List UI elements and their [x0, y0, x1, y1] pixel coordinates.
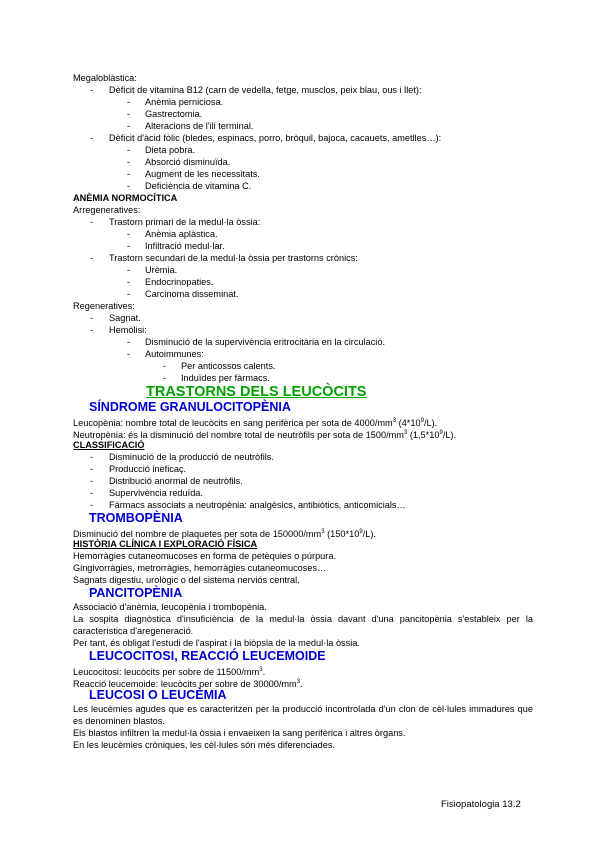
historia-heading: HISTÒRIA CLÍNICA I EXPLORACIÓ FÍSICA	[73, 539, 258, 549]
list-item: - Disminució de la supervivència eritrocitària en la circulació.	[127, 337, 385, 347]
bullet-secundari: - Trastorn secundari de la medul·la òssia per trastorns crònics:	[90, 253, 358, 263]
sgc-heading: SÍNDROME GRANULOCITOPÈNIA	[89, 400, 291, 414]
bullet-b12: - Dèficit de vitamina B12 (carn de vedella, fetge, musclos, peix blau, ous i llet):	[90, 85, 422, 95]
list-item: - Deficiència de vitamina C.	[127, 181, 252, 191]
historia-line: Gingivorràgies, metrorràgies, hemorràgies cutaneomucoses…	[73, 563, 327, 573]
list-item: - Autoimmunes:	[127, 349, 204, 359]
list-item: - Anèmia aplàstica.	[127, 229, 218, 239]
pancitopenia-paragraph: La sospita diagnòstica d'insuficiència de la medul·la òssia davant d'una pancitopènia s'estableix per la característica d'aregeneració.	[73, 614, 533, 636]
leucosi-heading: LEUCOSI O LEUCÈMIA	[89, 688, 227, 702]
list-item: - Urèmia.	[127, 265, 178, 275]
leucocitosi-heading: LEUCOCITOSI, REACCIÓ LEUCEMOIDE	[89, 649, 326, 663]
list-item: - Per anticossos calents.	[163, 361, 276, 371]
classificacio-heading: CLASSIFICACIÓ	[73, 440, 145, 450]
arregeneratives-label: Arregeneratives:	[73, 205, 141, 215]
megaloblastica-label: Megaloblàstica:	[73, 73, 137, 83]
pancitopenia-line: Per tant, és obligat l'estudi de l'aspirat i la biòpsia de la medul·la òssia.	[73, 638, 360, 648]
list-item: - Supervivència reduïda.	[90, 488, 203, 498]
list-item: - Absorció disminuïda.	[127, 157, 231, 167]
trombopenia-line: Disminució del nombre de plaquetes per sota de $150000/mm^3$ $(150*10^9/L)$.	[73, 529, 376, 540]
list-item: - Fàrmacs associats a neutropènia: analgèsics, antibiòtics, anticomicials…	[90, 500, 406, 510]
list-item: - Disminució de la producció de neutròfils.	[90, 452, 274, 462]
list-item: - Dieta pobra.	[127, 145, 196, 155]
leucosi-line: Els blastos infiltren la medul·la òssia i envaeixen la sang perifèrica i altres òrgans.	[73, 728, 406, 738]
leucocitosi-line: Leucocitosi: leucòcits per sobre de $11500/mm^3$.	[73, 667, 266, 678]
historia-line: Hemorràgies cutaneomucoses en forma de petèquies o púrpura.	[73, 551, 337, 561]
list-item: - Gastrectomia.	[127, 109, 203, 119]
leucopenia-line: Leucopènia: nombre total de leucòcits en sang perifèrica per sota de $4000/mm^3$ $(4*10^9/L)$.	[73, 418, 438, 429]
list-item: - Distribució anormal de neutròfils.	[90, 476, 243, 486]
page-footer: Fisiopatologia 13.2	[441, 799, 521, 810]
reaccio-line: Reacció leucemoide: leucòcits per sobre de $30000/mm^3$.	[73, 679, 303, 690]
list-item: - Alteracions de l'ili terminal.	[127, 121, 254, 131]
historia-line: Sagnats digestiu, urològic o del sistema nerviós central.	[73, 575, 300, 585]
leucosi-line: En les leucèmies cròniques, les cèl·lules són més diferenciades.	[73, 740, 335, 750]
list-item: - Anèmia perniciosa.	[127, 97, 224, 107]
normocitica-heading: ANÈMIA NORMOCÍTICA	[73, 193, 178, 203]
regeneratives-label: Regeneratives:	[73, 301, 135, 311]
list-item: - Infiltració medul·lar.	[127, 241, 225, 251]
list-item: - Carcinoma disseminat.	[127, 289, 239, 299]
bullet-sagnat: - Sagnat.	[90, 313, 141, 323]
document-body	[73, 72, 533, 751]
neutropenia-line: Neutropènia: és la disminució del nombre total de neutròfils per sota de $1500/mm^3$ $(1,5*10^9/L)$.	[73, 430, 457, 441]
section-title: TRASTORNS DELS LEUCÒCITS	[146, 384, 367, 400]
bullet-primari: - Trastorn primari de la medul·la òssia:	[90, 217, 261, 227]
bullet-folic: - Dèficit d'àcid fòlic (bledes, espinacs, porro, bròquil, bajoca, cacauets, ametlles…):	[90, 133, 442, 143]
list-item: - Induïdes per fàrmacs.	[163, 373, 270, 383]
list-item: - Augment de les necessitats.	[127, 169, 260, 179]
list-item: - Producció ineficaç.	[90, 464, 187, 474]
pancitopenia-line: Associació d'anèmia, leucopènia i trombopènia.	[73, 602, 267, 612]
trombopenia-heading: TROMBOPÈNIA	[89, 511, 183, 525]
bullet-hemolisi: - Hemòlisi:	[90, 325, 147, 335]
pancitopenia-heading: PANCITOPÈNIA	[89, 586, 183, 600]
list-item: - Endocrinopaties.	[127, 277, 214, 287]
leucosi-paragraph: Les leucèmies agudes que es caracteritzen per la producció incontrolada d'un clon de cèl·lules immadures que es denominen blastos.	[73, 704, 533, 726]
